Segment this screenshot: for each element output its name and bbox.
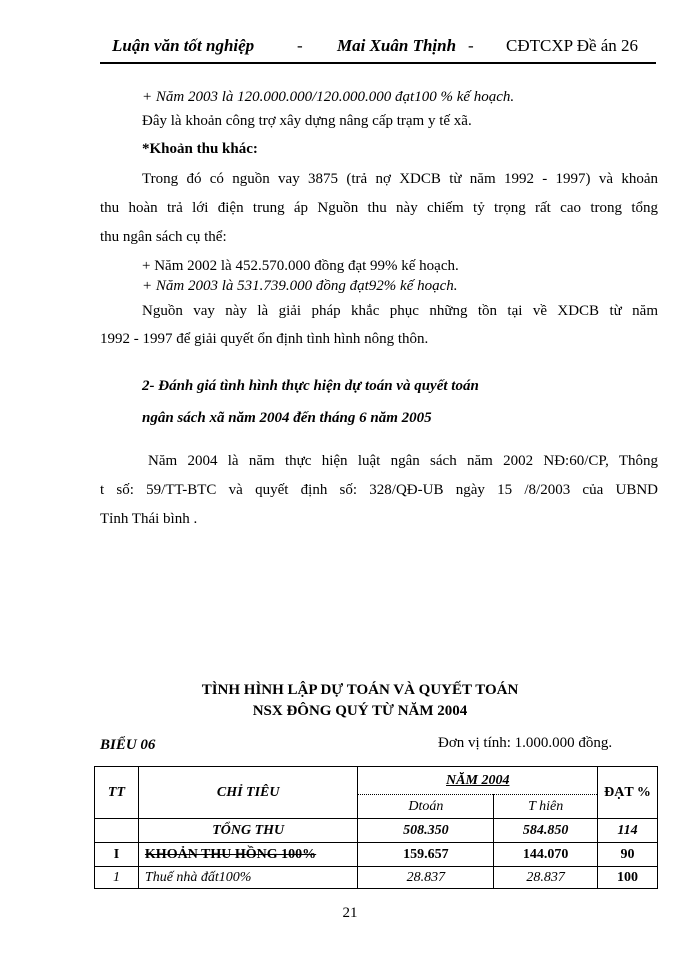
row-indicator: TỔNG THU: [138, 819, 358, 843]
heading-other-revenue: *Khoản thu khác:: [142, 141, 258, 157]
header-author: Mai Xuân Thịnh: [337, 36, 457, 55]
table-unit: Đơn vị tính: 1.000.000 đồng.: [438, 735, 613, 751]
table-title-line1: TÌNH HÌNH LẬP DỰ TOÁN VÀ QUYẾT TOÁN: [201, 682, 519, 698]
page-number: 21: [342, 905, 358, 921]
row-percent: 114: [598, 819, 658, 843]
paragraph-law-line3: Tỉnh Thái bình .: [100, 511, 198, 527]
header-tt: TT: [95, 767, 139, 819]
paragraph-loan-line1: Trong đó có nguồn vay 3875 (trả nợ XDCB từ năm 1992 - 1997) và khoản: [142, 171, 658, 187]
table-title-line2: NSX ĐÔNG QUÝ TỪ NĂM 2004: [252, 703, 468, 719]
header-thesis-title: Luận văn tốt nghiệp: [112, 36, 255, 55]
header-code: CĐTCXP Đề án 26: [506, 36, 639, 55]
revenue-table: [94, 766, 658, 889]
header-indicator: CHỈ TIÊU: [138, 767, 358, 819]
table-row: [95, 843, 658, 867]
row-estimate: 28.837: [358, 867, 494, 889]
table-row: [95, 867, 658, 889]
paragraph-solution-line1: Nguồn vay này là giải pháp khắc phục những tồn tại về XDCB từ năm: [142, 303, 658, 319]
header-estimate: Dtoán: [358, 795, 494, 819]
paragraph-law-line1: Năm 2004 là năm thực hiện luật ngân sách năm 2002 NĐ:60/CP, Thông: [148, 453, 658, 469]
paragraph-loan-line3: thu ngân sách cụ thể:: [100, 229, 227, 245]
header-percent: ĐẠT %: [598, 767, 658, 819]
header-year-cell: [358, 767, 598, 795]
header-separator: -: [468, 36, 474, 55]
paragraph-law-line2: t số: 59/TT-BTC và quyết định số: 328/QĐ-UB ngày 15 /8/2003 của UBND: [100, 482, 658, 498]
row-percent: 100: [598, 867, 658, 889]
row-estimate: 508.350: [358, 819, 494, 843]
row-actual: 584.850: [494, 819, 598, 843]
header-actual: T hiên: [494, 795, 598, 819]
paragraph-loan-line2: thu hoàn trả lới điện trung áp Nguồn thu này chiếm tỷ trọng rất cao trong tổng: [100, 200, 658, 216]
header-year: NĂM 2004: [446, 772, 510, 788]
row-tt: I: [95, 843, 139, 867]
row-actual: 28.837: [494, 867, 598, 889]
row-indicator: Thuế nhà đất100%: [138, 867, 358, 889]
row-actual: 144.070: [494, 843, 598, 867]
table-label: BIỂU 06: [100, 737, 156, 753]
header-separator: -: [297, 36, 303, 55]
text-line-2003-plan: + Năm 2003 là 120.000.000/120.000.000 đạt100 % kế hoạch.: [142, 89, 515, 105]
row-indicator: KHOẢN THU HỒNG 100%: [138, 843, 358, 867]
row-percent: 90: [598, 843, 658, 867]
paragraph-solution-line2: 1992 - 1997 để giải quyết ổn định tình hình nông thôn.: [100, 331, 429, 347]
text-line-construction: Đây là khoản công trợ xây dựng nâng cấp trạm y tế xã.: [142, 113, 472, 129]
row-estimate: 159.657: [358, 843, 494, 867]
bullet-2003: + Năm 2003 là 531.739.000 đồng đạt92% kế hoạch.: [142, 278, 458, 294]
section-heading-line2: ngân sách xã năm 2004 đến tháng 6 năm 2005: [142, 410, 432, 426]
header-rule: [100, 62, 656, 64]
section-heading-line1: 2- Đánh giá tình hình thực hiện dự toán và quyết toán: [142, 378, 479, 394]
row-tt: 1: [95, 867, 139, 889]
row-tt: [95, 819, 139, 843]
table-row: [95, 819, 658, 843]
bullet-2002: + Năm 2002 là 452.570.000 đồng đạt 99% kế hoạch.: [142, 258, 459, 274]
